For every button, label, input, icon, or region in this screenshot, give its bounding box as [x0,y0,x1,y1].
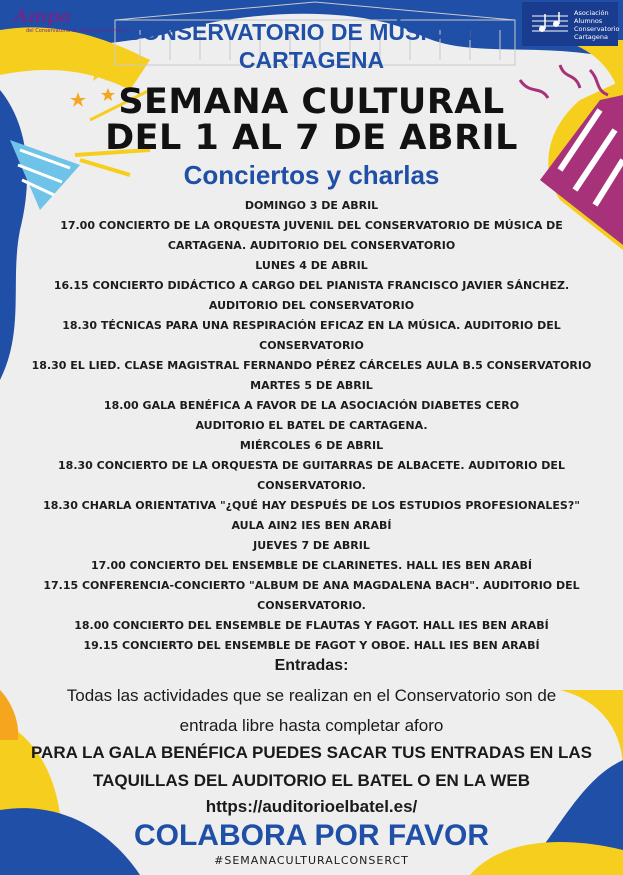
schedule-event-line: AULA AIN2 IES BEN ARABÍ [231,519,392,532]
title-conservatory-line1: CONSERVATORIO DE MÚSICA DE [125,19,498,45]
schedule-event-line: 18.30 CONCIERTO DE LA ORQUESTA DE GUITARRAS DE ALBACETE. AUDITORIO DEL [58,459,565,472]
title-conservatory-line2: CARTAGENA [238,47,385,73]
call-to-action: COLABORA POR FAVOR [133,819,489,852]
schedule-day-heading: LUNES 4 DE ABRIL [255,259,368,272]
schedule-event-line: 18.30 CHARLA ORIENTATIVA "¿QUÉ HAY DESPUÉS DE LOS ESTUDIOS PROFESIONALES?" [43,499,580,512]
tickets-title: Entradas: [274,657,349,674]
tickets-web-link[interactable]: https://auditorioelbatel.es/ [205,797,418,816]
title-main-line1: SEMANA CULTURAL [118,82,505,122]
schedule-day-heading: MARTES 5 DE ABRIL [250,379,373,392]
title-main-line2: DEL 1 AL 7 DE ABRIL [105,118,518,158]
schedule-day-heading: JUEVES 7 DE ABRIL [253,539,370,552]
schedule-event-line: CONSERVATORIO. [257,479,366,492]
hashtag: #SEMANACULTURALCONSERCT [214,854,409,867]
schedule-event-line: 16.15 CONCIERTO DIDÁCTICO A CARGO DEL PIANISTA FRANCISCO JAVIER SÁNCHEZ. [53,279,570,292]
schedule-event-line: 17.00 CONCIERTO DEL ENSEMBLE DE CLARINETES. HALL IES BEN ARABÍ [90,559,533,572]
schedule-event-line: 18.30 TÉCNICAS PARA UNA RESPIRACIÓN EFICAZ EN LA MÚSICA. AUDITORIO DEL [62,319,561,332]
tickets-note-line2: entrada libre hasta completar aforo [179,716,444,735]
schedule-event-line: 18.30 EL LIED. CLASE MAGISTRAL FERNANDO PÉREZ CÁRCELES AULA B.5 CONSERVATORIO [31,359,592,372]
schedule-event-line: 19.15 CONCIERTO DEL ENSEMBLE DE FAGOT Y OBOE. HALL IES BEN ARABÍ [83,639,540,652]
schedule-event-line: AUDITORIO DEL CONSERVATORIO [208,299,415,312]
alumni-logo-text: Asociación Alumnos Conservatorio Cartagena [574,9,620,41]
schedule-event-line: CARTAGENA. AUDITORIO DEL CONSERVATORIO [167,239,456,252]
ampa-logo-subtext: del Conservatorio de Música de Cartagena [26,28,133,34]
ampa-logo-text: Ampa [14,6,72,27]
schedule-day-heading: MIÉRCOLES 6 DE ABRIL [239,439,384,452]
tickets-note [0,681,623,741]
tickets-note-line1: Todas las actividades que se realizan en el Conservatorio son de [66,686,557,705]
schedule-event-line: 18.00 CONCIERTO DEL ENSEMBLE DE FLAUTAS Y FAGOT. HALL IES BEN ARABÍ [74,619,549,632]
schedule-day-heading: DOMINGO 3 DE ABRIL [244,199,379,212]
tickets-gala-line2: TAQUILLAS DEL AUDITORIO EL BATEL O EN LA WEB [93,771,530,790]
schedule-event-line: CONSERVATORIO. [257,599,366,612]
tickets-gala [0,739,623,795]
subtitle: Conciertos y charlas [183,160,440,190]
schedule-event-line: 18.00 GALA BENÉFICA A FAVOR DE LA ASOCIACIÓN DIABETES CERO [103,399,520,412]
schedule-event-line: 17.00 CONCIERTO DE LA ORQUESTA JUVENIL DEL CONSERVATORIO DE MÚSICA DE [60,219,563,232]
schedule-event-line: 17.15 CONFERENCIA-CONCIERTO "ALBUM DE ANA MAGDALENA BACH". AUDITORIO DEL [43,579,580,592]
schedule-list [0,196,623,656]
tickets-gala-line1: PARA LA GALA BENÉFICA PUEDES SACAR TUS ENTRADAS EN LAS [30,743,593,762]
schedule-event-line: CONSERVATORIO [259,339,364,352]
schedule-event-line: AUDITORIO EL BATEL DE CARTAGENA. [195,419,428,432]
